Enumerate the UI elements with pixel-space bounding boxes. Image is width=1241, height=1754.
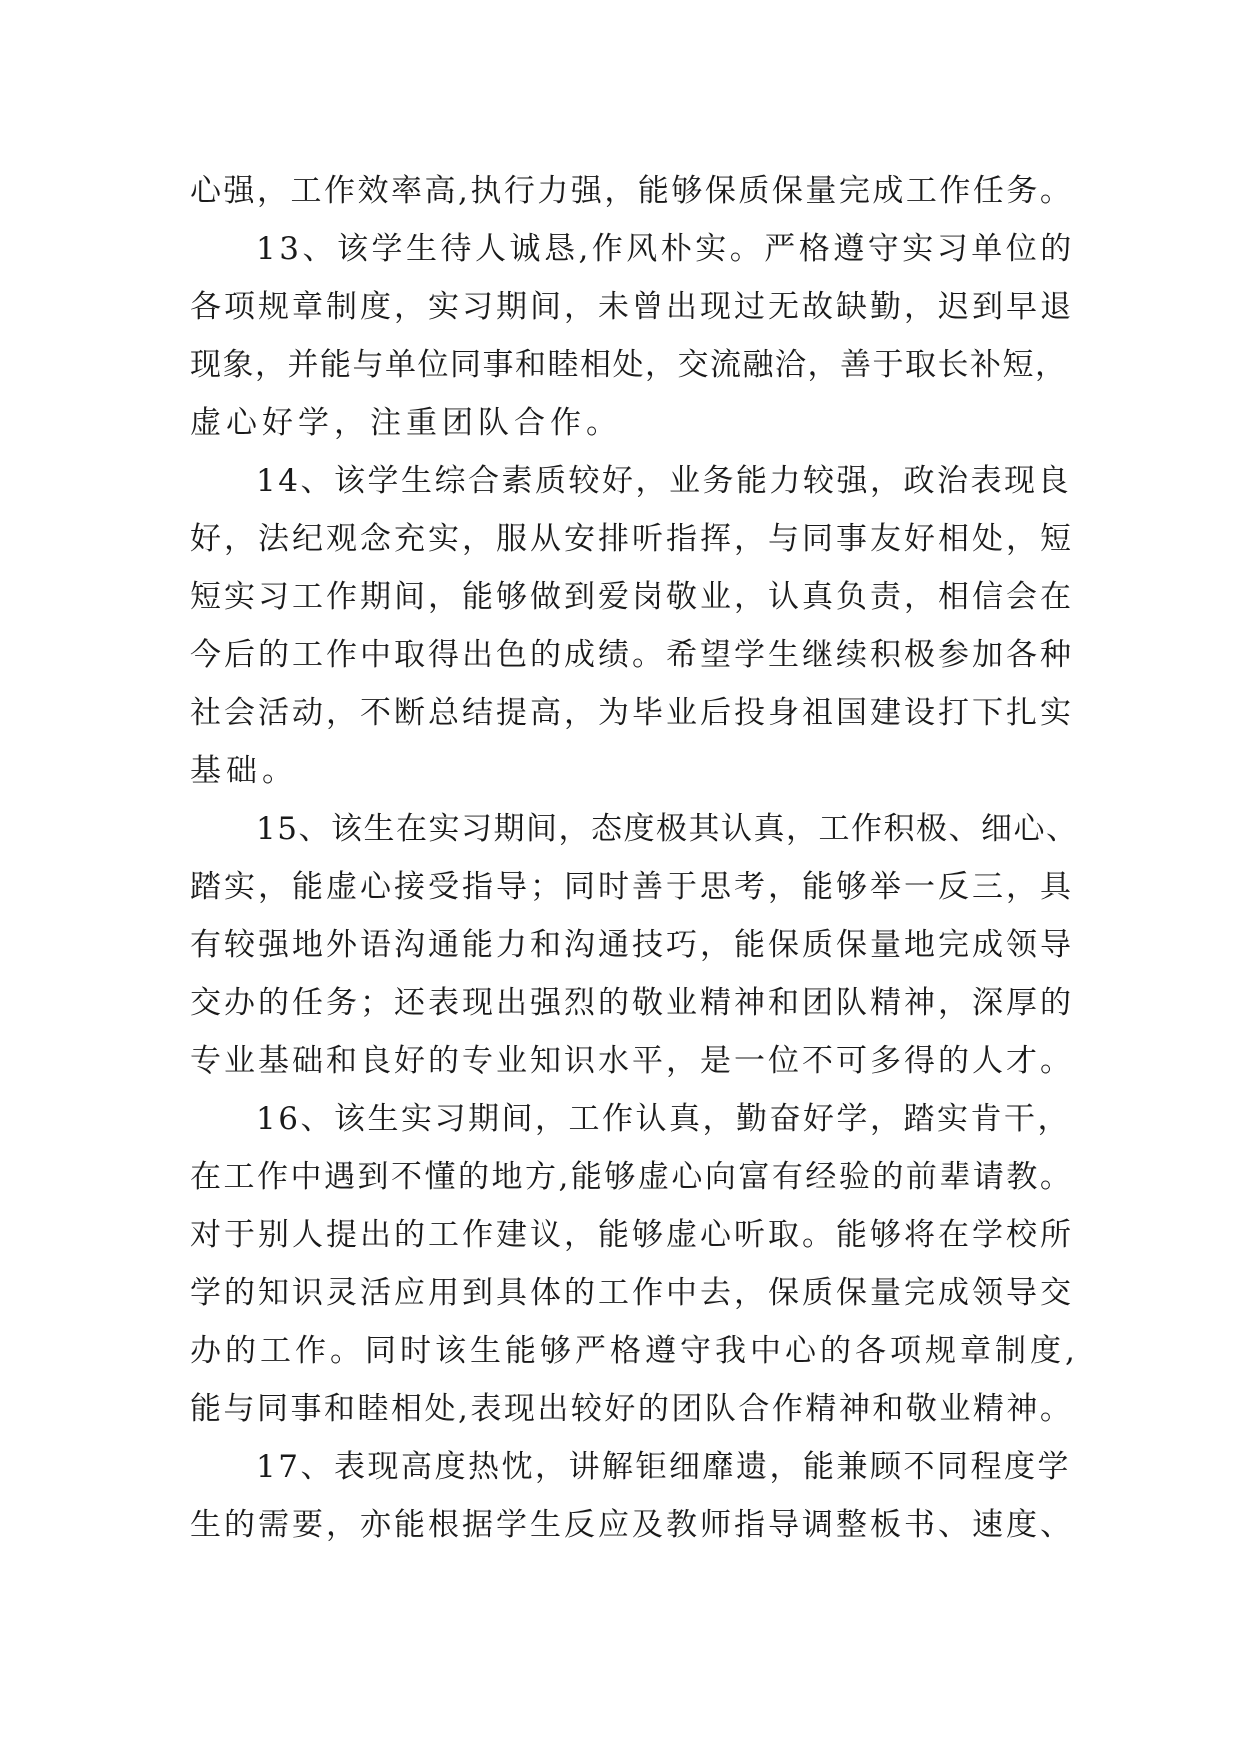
paragraph-13-start: 13、该学生待人诚恳,作风朴实。严格遵守实习单位的 [256,231,1075,267]
text-line: 社会活动，不断总结提高，为毕业后投身祖国建设打下扎实 [190,695,1074,731]
text-line: 今后的工作中取得出色的成绩。希望学生继续积极参加各种 [190,637,1074,673]
paragraph-16-start: 16、该生实习期间，工作认真，勤奋好学，踏实肯干， [256,1101,1071,1137]
text-line: 能与同事和睦相处,表现出较好的团队合作精神和敬业精神。 [190,1391,1074,1427]
paragraph-14-start: 14、该学生综合素质较好，业务能力较强，政治表现良 [256,463,1071,499]
paragraph-15-start: 15、该生在实习期间，态度极其认真，工作积极、细心、 [256,811,1079,847]
paragraph-17-start: 17、表现高度热忱，讲解钜细靡遗，能兼顾不同程度学 [256,1449,1071,1485]
text-line: 现象，并能与单位同事和睦相处，交流融洽，善于取长补短， [190,347,1068,383]
text-line: 各项规章制度，实习期间，未曾出现过无故缺勤，迟到早退 [190,289,1074,325]
text-line: 短实习工作期间，能够做到爱岗敬业，认真负责，相信会在 [190,579,1074,615]
text-line: 办的工作。同时该生能够严格遵守我中心的各项规章制度, [190,1333,1079,1369]
text-line: 踏实，能虚心接受指导；同时善于思考，能够举一反三，具 [190,869,1074,905]
text-line: 好，法纪观念充实，服从安排听指挥，与同事友好相处，短 [190,521,1074,557]
text-line: 交办的任务；还表现出强烈的敬业精神和团队精神，深厚的 [190,985,1074,1021]
text-line: 学的知识灵活应用到具体的工作中去，保质保量完成领导交 [190,1275,1074,1311]
text-line: 虚心好学，注重团队合作。 [190,405,622,441]
text-line: 在工作中遇到不懂的地方,能够虚心向富有经验的前辈请教。 [190,1159,1074,1195]
text-line: 专业基础和良好的专业知识水平，是一位不可多得的人才。 [190,1043,1074,1079]
text-line: 有较强地外语沟通能力和沟通技巧，能保质保量地完成领导 [190,927,1074,963]
text-line: 基础。 [190,753,298,789]
document-body [190,162,1080,1554]
text-line: 生的需要，亦能根据学生反应及教师指导调整板书、速度、 [190,1507,1074,1543]
text-line: 对于别人提出的工作建议，能够虚心听取。能够将在学校所 [190,1217,1074,1253]
text-line: 心强，工作效率高,执行力强，能够保质保量完成工作任务。 [190,173,1074,209]
